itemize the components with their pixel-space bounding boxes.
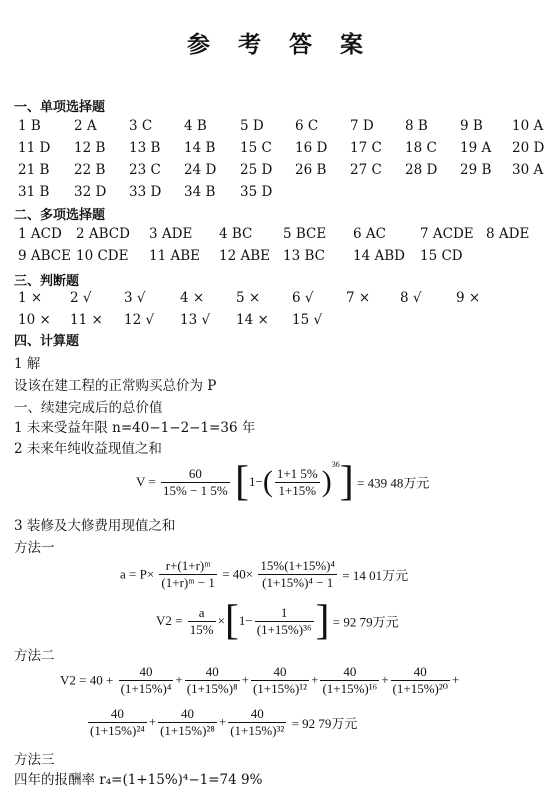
judge-answer: 15 √ [292,312,323,328]
single-choice-answer: 17 C [350,140,382,156]
single-choice-answer: 29 B [460,162,492,178]
judge-answer: 9 × [456,290,481,306]
single-choice-row [0,140,560,160]
single-choice-answer: 1 B [18,118,41,134]
multi-choice-answer: 8 ADE [486,226,530,242]
formula-sum-line2: $\frac{40}{\text{(1+15\%)²⁴}}$ + $\frac{40}{\text{(1+15\%)²⁸}}$ + $\frac{40}{\text{(1+15\%)³²}}$ = 92 79万元 [90,706,358,738]
multi-choice-answer: 12 ABE [219,248,270,264]
judge-answer: 6 √ [292,290,314,306]
judge-answer: 5 × [236,290,261,306]
formula-v: V = $\frac{60}{15\% - 1 5\%}$ [1−( $\frac{1+1 5\%}{1+15\%}$ )$^{36}$] = 439 48万元 [136,459,430,506]
formula-v-inner-den: 1+15% [278,482,317,498]
single-choice-answer: 4 B [184,118,207,134]
single-choice-answer: 19 A [460,140,492,156]
single-choice-answer: 28 D [405,162,438,178]
judge-row [0,290,560,310]
multi-choice-answer: 10 CDE [76,248,129,264]
single-choice-row [0,184,560,204]
formula-a-mid: = 40× [222,566,254,582]
single-choice-row [0,162,560,182]
single-choice-answer: 23 C [129,162,161,178]
formula-v2-lhs: V2 = [156,613,183,628]
multi-choice-answer: 9 ABCE [18,248,71,264]
multi-choice-answer: 11 ABE [149,248,200,264]
single-choice-answer: 33 D [129,184,162,200]
sum-term: $\frac{40}{\text{(1+15\%)⁴}}$ [120,664,172,696]
method-2-label: 方法二 [14,648,55,664]
judge-answer: 13 √ [180,312,211,328]
sum-term: $\frac{40}{\text{(1+15\%)⁸}}$ [186,664,238,696]
single-choice-answer: 15 C [240,140,272,156]
single-choice-answer: 35 D [240,184,273,200]
formula-sum-result: = 92 79万元 [291,716,358,731]
multi-choice-answer: 1 ACD [18,226,62,242]
single-choice-answer: 3 C [129,118,153,134]
formula-v2-num: a [188,605,216,622]
formula-a-lhs: a = P× [120,566,155,582]
formula-v2-inner-den: (1+15%)³⁶ [256,621,312,637]
single-choice-answer: 13 B [129,140,161,156]
single-choice-answer: 25 D [240,162,273,178]
judge-answer: 4 × [180,290,205,306]
single-choice-answer: 18 C [405,140,437,156]
formula-v-den: 15% − 1 5% [163,482,228,498]
judge-answer: 1 × [18,290,43,306]
single-choice-answer: 20 D [512,140,545,156]
formula-v-num: 60 [161,466,230,483]
single-choice-answer: 30 A [512,162,544,178]
method-3-formula: 四年的报酬率 r₄=(1+15%)⁴−1=74 9% [14,772,263,788]
formula-v2: V2 = $\frac{a}{15\%}$ ×[1− $\frac{1}{\text{(1+15\%)³⁶}}$ ] = 92 79万元 [156,598,399,644]
multi-choice-row [0,248,560,268]
formula-v-lhs: V = [136,474,156,490]
formula-sum-line1: V2 = 40 + $\frac{40}{\text{(1+15\%)⁴}}$ + $\frac{40}{\text{(1+15\%)⁸}}$ + $\frac{40}{\text{(1+15\%)¹²}}$ + $\frac{40}{\text{(1+15\%)¹⁶}}$ + $\frac{40}{\text{(1+15\%)²⁰}}$ + [60,664,460,696]
multi-choice-answer: 3 ADE [149,226,193,242]
single-choice-answer: 24 D [184,162,217,178]
multi-choice-answer: 5 BCE [283,226,327,242]
formula-sum-lhs: V2 = 40 + [60,672,114,688]
calc-item1: 1 未来受益年限 n=40−1−2−1=36 年 [14,420,256,436]
judge-answer: 10 × [18,312,51,328]
formula-v2-result: = 92 79万元 [332,614,399,630]
multi-choice-answer: 4 BC [219,226,253,242]
single-choice-answer: 11 D [18,140,51,156]
single-choice-answer: 2 A [74,118,97,134]
formula-v-fraction [161,466,230,499]
single-choice-answer: 9 B [460,118,483,134]
multi-choice-row [0,226,560,246]
sum-term: $\frac{40}{\text{(1+15\%)³²}}$ [230,706,285,738]
single-choice-answer: 27 C [350,162,382,178]
calc-assumption: 设该在建工程的正常购买总价为 P [14,378,217,394]
calc-q1-label: 1 解 [14,356,41,372]
calc-part1: 一、续建完成后的总价值 [14,400,163,416]
single-choice-answer: 8 B [405,118,428,134]
single-choice-answer: 32 D [74,184,107,200]
single-choice-answer: 7 D [350,118,374,134]
sum-term: $\frac{40}{\text{(1+15\%)²⁸}}$ [160,706,215,738]
multi-choice-answer: 14 ABD [353,248,405,264]
single-choice-answer: 26 B [295,162,327,178]
sum-term: $\frac{40}{\text{(1+15\%)²⁰}}$ [392,664,448,696]
judge-row [0,312,560,332]
formula-v2-inner-num: 1 [255,605,314,622]
judge-answer: 8 √ [400,290,422,306]
sum-term: $\frac{40}{\text{(1+15\%)²⁴}}$ [90,706,145,738]
single-choice-answer: 14 B [184,140,216,156]
formula-a-den2: (1+15%)⁴ − 1 [262,575,334,590]
multi-choice-answer: 2 ABCD [76,226,130,242]
formula-v2-den: 15% [189,621,214,637]
single-choice-answer: 22 B [74,162,106,178]
section-multi-choice: 二、多项选择题 [14,208,106,223]
judge-answer: 11 × [70,312,103,328]
section-judge: 三、判断题 [14,274,80,289]
calc-item3: 3 装修及大修费用现值之和 [14,518,176,534]
formula-v-exp: 36 [331,460,340,469]
formula-a-num2: 15%(1+15%)⁴ [260,558,336,573]
judge-answer: 12 √ [124,312,155,328]
judge-answer: 2 √ [70,290,92,306]
single-choice-answer: 5 D [240,118,264,134]
calc-item2: 2 未来年纯收益现值之和 [14,441,162,457]
multi-choice-answer: 6 AC [353,226,386,242]
judge-answer: 14 × [236,312,269,328]
single-choice-answer: 31 B [18,184,50,200]
formula-v-inner-num: 1+1 5% [276,465,318,481]
single-choice-answer: 12 B [74,140,106,156]
formula-a-result: = 14 01万元 [342,568,409,583]
multi-choice-answer: 13 BC [283,248,325,264]
section-single-choice: 一、单项选择题 [14,100,106,115]
multi-choice-answer: 15 CD [420,248,463,264]
single-choice-answer: 10 A [512,118,544,134]
single-choice-row [0,118,560,138]
formula-a-den: (1+r)ᵐ − 1 [161,575,215,590]
single-choice-answer: 34 B [184,184,216,200]
judge-answer: 7 × [346,290,371,306]
judge-answer: 3 √ [124,290,146,306]
method-3-label: 方法三 [14,752,55,768]
formula-a-num: r+(1+r)ᵐ [159,558,217,575]
single-choice-answer: 21 B [18,162,50,178]
method-1-label: 方法一 [14,540,55,556]
formula-v-result: = 439 48万元 [357,475,430,491]
single-choice-answer: 6 C [295,118,319,134]
page-title: 参 考 答 案 [186,31,374,58]
sum-term: $\frac{40}{\text{(1+15\%)¹⁶}}$ [322,664,378,696]
section-calc: 四、计算题 [14,334,80,349]
single-choice-answer: 16 D [295,140,328,156]
formula-a [120,558,408,591]
multi-choice-answer: 7 ACDE [420,226,474,242]
sum-term: $\frac{40}{\text{(1+15\%)¹²}}$ [252,664,308,696]
